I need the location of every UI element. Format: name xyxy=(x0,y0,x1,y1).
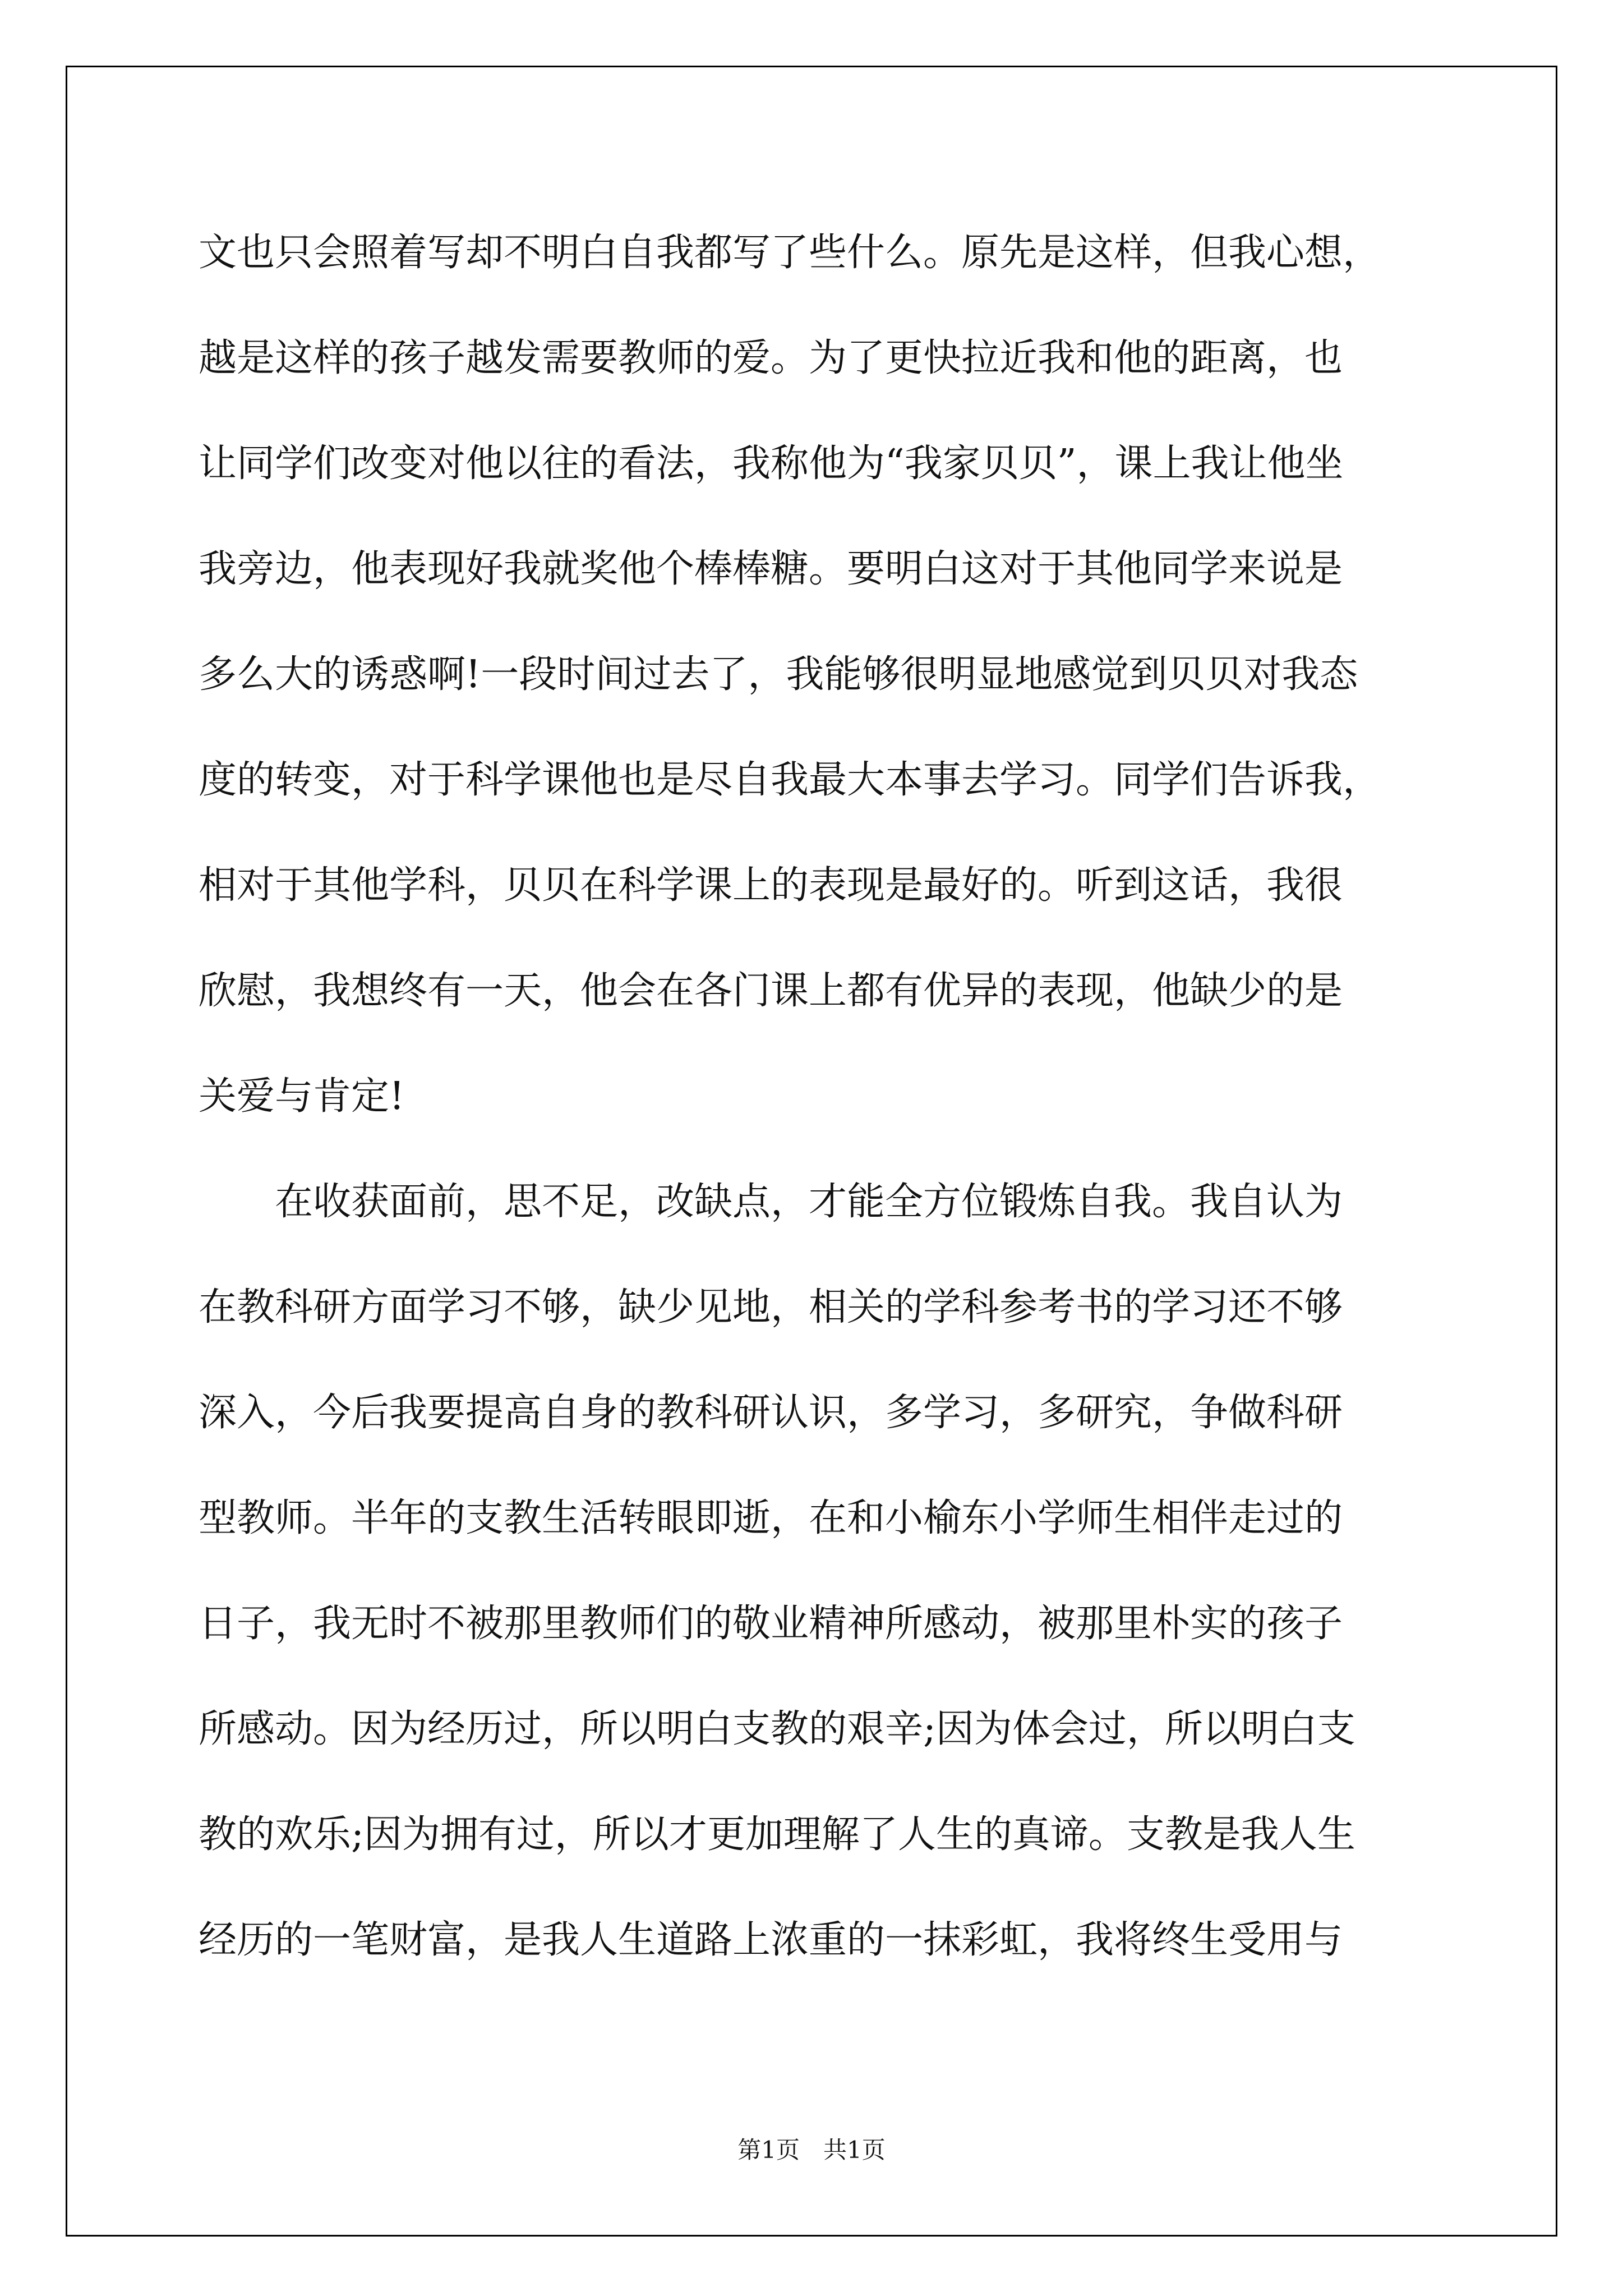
paragraph-first-line: 在收获面前，思不足，改缺点，才能全方位锻炼自我。我自认为 xyxy=(275,1180,1343,1224)
page-number-footer: 第1页 共1页 xyxy=(737,2136,886,2164)
text-line: 多么大的诱惑啊!一段时间过去了，我能够很明显地感觉到贝贝对我态 xyxy=(199,652,1358,697)
text-line: 文也只会照着写却不明白自我都写了些什么。原先是这样，但我心想， xyxy=(199,231,1381,275)
text-line: 我旁边，他表现好我就奖他个棒棒糖。要明白这对于其他同学来说是 xyxy=(199,547,1343,591)
text-line: 所感动。因为经历过，所以明白支教的艰辛;因为体会过，所以明白支 xyxy=(199,1707,1355,1751)
text-line: 日子，我无时不被那里教师们的敬业精神所感动，被那里朴实的孩子 xyxy=(199,1602,1343,1646)
text-line: 欣慰，我想终有一天，他会在各门课上都有优异的表现，他缺少的是 xyxy=(199,969,1343,1013)
text-line: 深入，今后我要提高自身的教科研认识，多学习，多研究，争做科研 xyxy=(199,1391,1343,1435)
text-line: 关爱与肯定! xyxy=(199,1074,405,1119)
text-line: 度的转变，对于科学课他也是尽自我最大本事去学习。同学们告诉我， xyxy=(199,758,1381,802)
body-text xyxy=(199,200,1455,1993)
text-line: 在教科研方面学习不够，缺少见地，相关的学科参考书的学习还不够 xyxy=(199,1285,1343,1329)
text-line: 相对于其他学科，贝贝在科学课上的表现是最好的。听到这话，我很 xyxy=(199,863,1343,908)
text-line: 经历的一笔财富，是我人生道路上浓重的一抹彩虹，我将终生受用与 xyxy=(199,1918,1343,1962)
text-line: 越是这样的孩子越发需要教师的爱。为了更快拉近我和他的距离，也 xyxy=(199,336,1343,380)
text-line: 教的欢乐;因为拥有过，所以才更加理解了人生的真谛。支教是我人生 xyxy=(199,1812,1355,1857)
text-line: 让同学们改变对他以往的看法，我称他为“我家贝贝”，课上我让他坐 xyxy=(199,441,1344,486)
text-line: 型教师。半年的支教生活转眼即逝，在和小榆东小学师生相伴走过的 xyxy=(199,1496,1343,1540)
